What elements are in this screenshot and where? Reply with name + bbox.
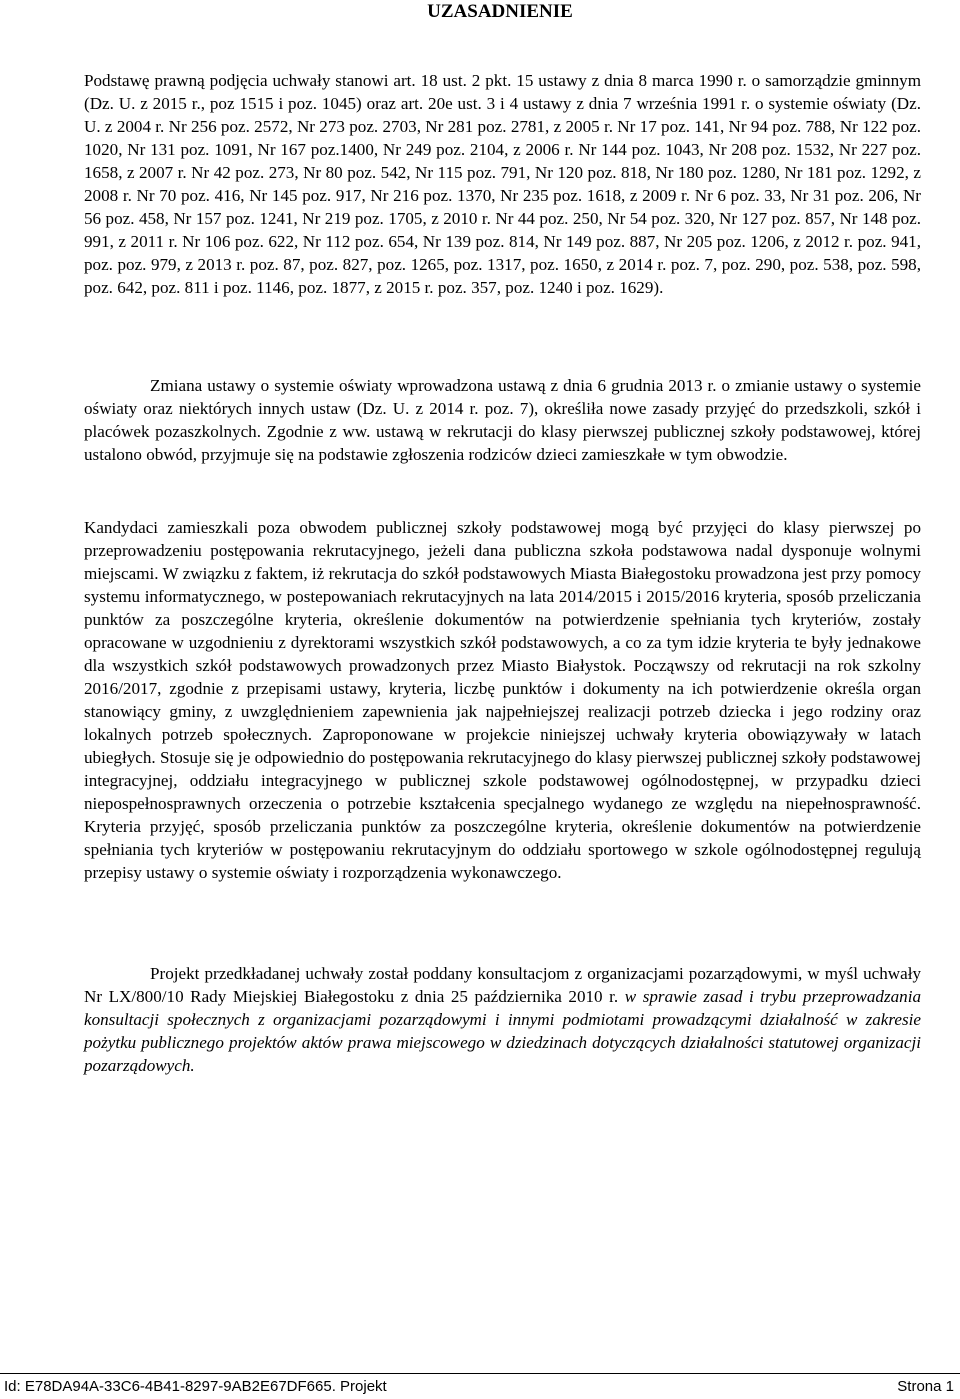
footer-page-number: Strona 1 <box>897 1378 954 1395</box>
paragraph-legal-basis: Podstawę prawną podjęcia uchwały stanowi art. 18 ust. 2 pkt. 15 ustawy z dnia 8 marca 1990 r. o samorządzie gminnym (Dz. U. z 2015 r., poz 1515 i poz. 1045) oraz art. 20e ust. 3 i 4 ustawy z dnia 7 września 1991 r. o systemie oświaty (Dz. U. z 2004 r. Nr 256 poz. 2572, Nr 273 poz. 2703, Nr 281 poz. 2781, z 2005 r. Nr 17 poz. 141, Nr 94 poz. 788, Nr 122 poz. 1020, Nr 131 poz. 1091, Nr 167 poz.1400, Nr 249 poz. 2104, z 2006 r. Nr 144 poz. 1043, Nr 208 poz. 1532, Nr 227 poz. 1658, z 2007 r. Nr 42 poz. 273, Nr 80 poz. 542, Nr 115 poz. 791, Nr 120 poz. 818, Nr 180 poz. 1280, Nr 181 poz. 1292, z 2008 r. Nr 70 poz. 416, Nr 145 poz. 917, Nr 216 poz. 1370, Nr 235 poz. 1618, z 2009 r. Nr 6 poz. 33, Nr 31 poz. 206, Nr 56 poz. 458, Nr 157 poz. 1241, Nr 219 poz. 1705, z 2010 r. Nr 44 poz. 250, Nr 54 poz. 320, Nr 127 poz. 857, Nr 148 poz. 991, z 2011 r. Nr 106 poz. 622, Nr 112 poz. 654, Nr 139 poz. 814, Nr 149 poz. 887, Nr 205 poz. 1206, z 2012 r. poz. 941, poz. poz. 979, z 2013 r. poz. 87, poz. 827, poz. 1265, poz. 1317, poz. 1650, z 2014 r. poz. 7, poz. 290, poz. 538, poz. 598, poz. 642, poz. 811 i poz. 1146, poz. 1877, z 2015 r. poz. 357, poz. 1240 i poz. 1629). <box>84 71 921 297</box>
consultation-text: Projekt przedkładanej uchwały został poddany konsultacjom z organizacjami pozarządowymi, w myśl uchwały Nr LX/800/10 Rady Miejskiej Białegostoku z dnia 25 października 2010 r. <box>84 964 921 1006</box>
footer-document-id: Id: E78DA94A-33C6-4B41-8297-9AB2E67DF665. Projekt <box>4 1378 387 1395</box>
consultation-resolution-title: w sprawie zasad i trybu przeprowadzania konsultacji społecznych z organizacjami pozarządowymi i innymi podmiotami prowadzącymi działalność w zakresie pożytku publicznego projektów aktów prawa miejscowego w dziedzinach dotyczących działalności statutowej organizacji pozarządowych. <box>84 987 921 1075</box>
paragraph-recruitment: Kandydaci zamieszkali poza obwodem publicznej szkoły podstawowej mogą być przyjęci do klasy pierwszej po przeprowadzeniu postępowania rekrutacyjnego, jeżeli dana publiczna szkoła podstawowa nadal dysponuje wolnymi miejscami. W związku z faktem, iż rekrutacja do szkół podstawowych Miasta Białegostoku prowadzona jest przy pomocy systemu informatycznego, w postepowaniach rekrutacyjnych na lata 2014/2015 i 2015/2016 kryteria, sposób przeliczania punktów za poszczególne kryteria, określenie dokumentów na potwierdzenie spełniania tych kryteriów, zostały opracowane w uzgodnieniu z dyrektorami wszystkich szkół podstawowych, a co za tym idzie kryteria te były jednakowe dla wszystkich szkół podstawowych prowadzonych przez Miasto Białystok. Począwszy od rekrutacji na rok szkolny 2016/2017, zgodnie z przepisami ustawy, kryteria, liczbę punktów i dokumenty na ich potwierdzenie określa organ stanowiący gminy, z uwzględnieniem zapewnienia jak najpełniejszej realizacji potrzeb dziecka i jego rodziny oraz lokalnych potrzeb społecznych. Zaproponowane w projekcie niniejszej uchwały kryteria obowiązywały w latach ubiegłych. Stosuje się je odpowiednio do postępowania rekrutacyjnego do klasy pierwszej publicznej szkoły podstawowej integracyjnej, oddziału integracyjnego w publicznej szkole podstawowej ogólnodostępnej, w przypadku dzieci niepospełnosprawnych orzeczenia o potrzebie kształcenia specjalnego wydanego ze względu na niepełnosprawność. Kryteria przyjęć, sposób przeliczania punktów za poszczególne kryteria, określenie dokumentów na potwierdzenie spełniania tych kryteriów w postępowaniu rekrutacyjnym do oddziału sportowego w szkole ogólnodostępnej regulują przepisy ustawy o systemie oświaty i rozporządzenia wykonawczego. <box>84 518 921 882</box>
footer-divider <box>0 1373 960 1374</box>
document-title: UZASADNIENIE <box>427 1 573 22</box>
paragraph-law-change: Zmiana ustawy o systemie oświaty wprowadzona ustawą z dnia 6 grudnia 2013 r. o zmianie ustawy o systemie oświaty oraz niektórych innych ustaw (Dz. U. z 2014 r. poz. 7), określiła nowe zasady przyjęć do przedszkoli, szkół i placówek pozaszkolnych. Zgodnie z ww. ustawą w rekrutacji do klasy pierwszej publicznej szkoły podstawowej, której ustalono obwód, przyjmuje się na podstawie zgłoszenia rodziców dzieci zamieszkałe w tym obwodzie. <box>84 376 921 464</box>
paragraph-consultation <box>84 962 921 1077</box>
